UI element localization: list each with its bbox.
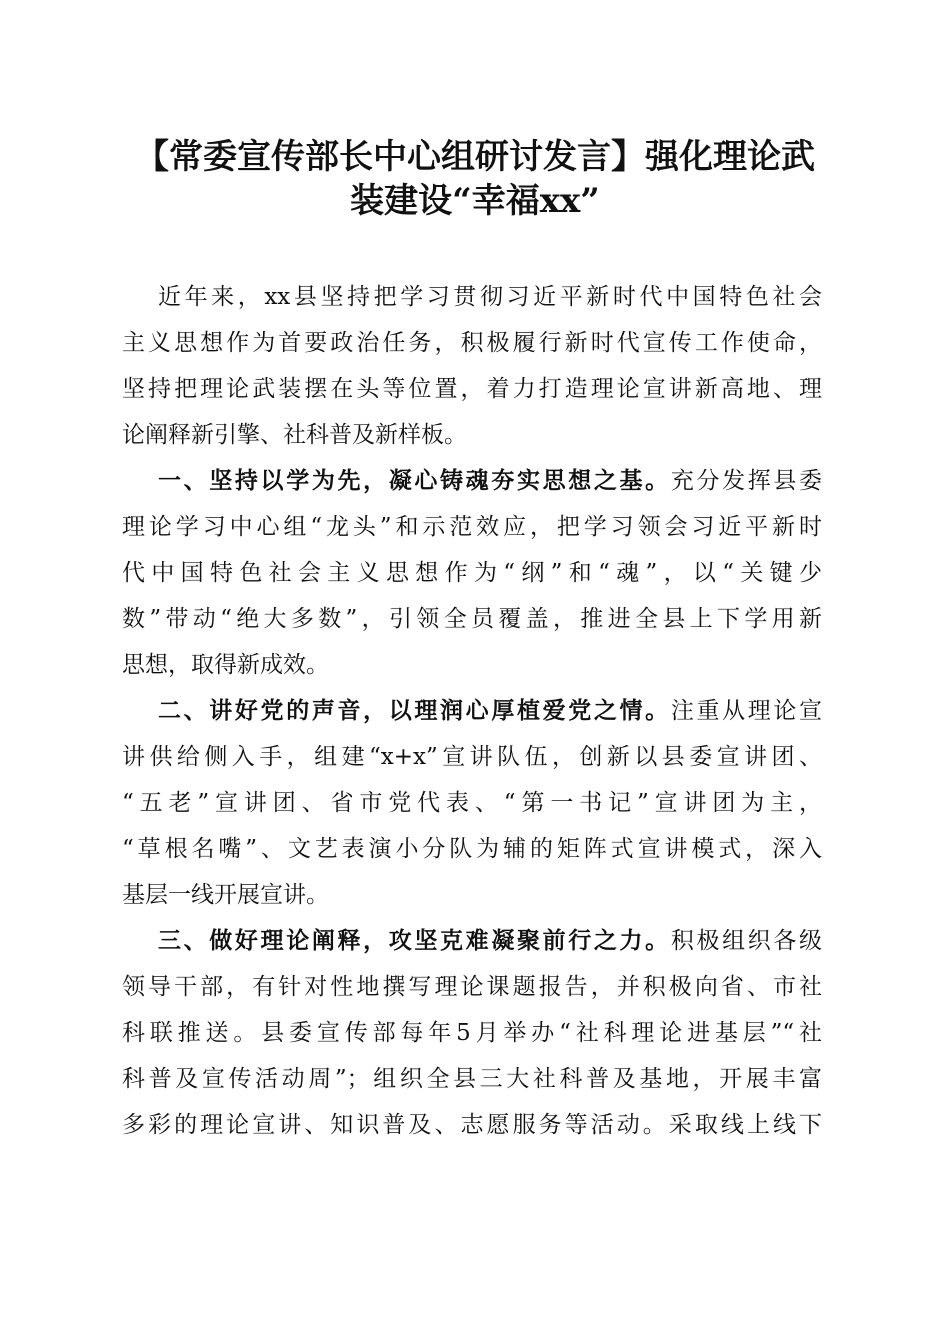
line-text: 科普及宣传活动周”；组织全县三大社科普及基地，开展丰富	[122, 1066, 822, 1092]
line-text: “草根名嘴”、文艺表演小分队为辅的矩阵式宣讲模式，深入	[122, 836, 822, 862]
title-line-1: 【常委宣传部长中心组研讨发言】强化理论武	[135, 137, 815, 177]
paragraph	[122, 918, 822, 1148]
paragraph	[122, 274, 822, 458]
section-heading: 一、坚持以学为先，凝心铸魂夯实思想之基。	[158, 467, 671, 494]
line-text: 讲供给侧入手，组建“x+x”宣讲队伍，创新以县委宣讲团、	[122, 744, 822, 770]
text-line	[122, 918, 822, 964]
text-line	[122, 504, 822, 550]
line-text: 坚持把理论武装摆在头等位置，着力打造理论宣讲新高地、理	[122, 376, 822, 402]
text-line	[122, 780, 822, 826]
line-text: 近年来，xx县坚持把学习贯彻习近平新时代中国特色社会	[158, 284, 822, 310]
line-text: 思想，取得新成效。	[122, 652, 329, 678]
text-line	[122, 320, 822, 366]
text-line	[122, 872, 822, 918]
line-text: 充分发挥县委	[670, 468, 823, 494]
text-line	[122, 964, 822, 1010]
text-line	[122, 596, 822, 642]
section-heading: 三、做好理论阐释，攻坚克难凝聚前行之力。	[158, 927, 671, 954]
line-text: 基层一线开展宣讲。	[122, 882, 329, 908]
line-text: 多彩的理论宣讲、知识普及、志愿服务等活动。采取线上线下	[122, 1112, 822, 1138]
text-line	[122, 1102, 822, 1148]
line-text: 领导干部，有针对性地撰写理论课题报告，并积极向省、市社	[122, 974, 822, 1000]
text-line	[122, 550, 822, 596]
line-text: 论阐释新引擎、社科普及新样板。	[122, 422, 467, 448]
line-text: 数”带动“绝大多数”，引领全员覆盖，推进全县上下学用新	[122, 606, 822, 632]
text-line	[122, 642, 822, 688]
line-text: 代中国特色社会主义思想作为“纲”和“魂”，以“关键少	[122, 560, 822, 586]
line-text: 积极组织各级	[670, 928, 823, 954]
section-heading: 二、讲好党的声音，以理润心厚植爱党之情。	[158, 697, 671, 724]
text-line	[122, 458, 822, 504]
text-line	[122, 366, 822, 412]
text-line	[122, 274, 822, 320]
paragraph	[122, 688, 822, 918]
text-line	[122, 1010, 822, 1056]
text-line	[122, 826, 822, 872]
line-text: 主义思想作为首要政治任务，积极履行新时代宣传工作使命，	[122, 330, 822, 356]
paragraph	[122, 458, 822, 688]
text-line	[122, 734, 822, 780]
line-text: 理论学习中心组“龙头”和示范效应，把学习领会习近平新时	[122, 514, 822, 540]
text-line	[122, 412, 822, 458]
line-text: 注重从理论宣	[670, 698, 823, 724]
document-body	[122, 274, 822, 1148]
title-line-2: 装建设“幸福xx”	[350, 181, 600, 221]
line-text: “五老”宣讲团、省市党代表、“第一书记”宣讲团为主，	[122, 790, 822, 816]
text-line	[122, 688, 822, 734]
text-line	[122, 1056, 822, 1102]
line-text: 科联推送。县委宣传部每年5月举办“社科理论进基层”“社	[122, 1020, 822, 1046]
document-title	[100, 135, 850, 223]
